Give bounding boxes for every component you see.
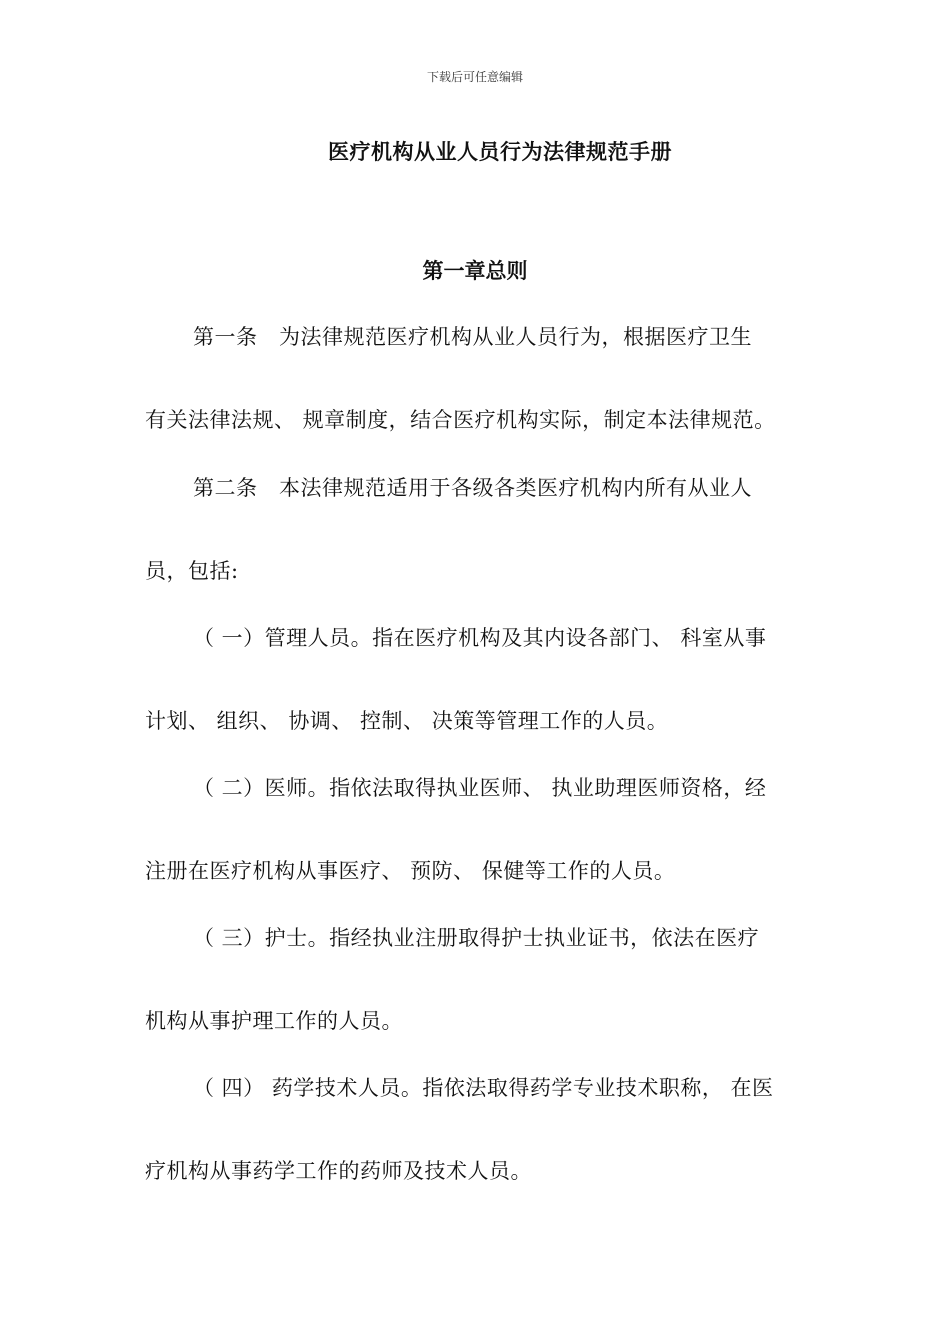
header-note: 下载后可任意编辑 [426,70,523,84]
paragraph-line: 第二条 本法律规范适用于各级各类医疗机构内所有从业人 [193,476,752,500]
paragraph-line: 计划、 组织、 协调、 控制、 决策等管理工作的人员。 [145,709,669,733]
paragraph-line: 员，包括: [145,559,239,583]
paragraph-line: （ 三）护士。指经执业注册取得护士执业证书，依法在医疗 [193,926,760,950]
document-title: 医疗机构从业人员行为法律规范手册 [328,139,672,164]
paragraph-line: 有关法律法规、 规章制度，结合医疗机构实际，制定本法律规范。 [145,408,776,432]
paragraph-line: 疗机构从事药学工作的药师及技术人员。 [145,1159,532,1183]
chapter-title: 第一章总则 [422,258,528,283]
paragraph-line: 注册在医疗机构从事医疗、 预防、 保健等工作的人员。 [145,859,676,883]
paragraph-line: （ 一）管理人员。指在医疗机构及其内设各部门、 科室从事 [193,626,767,650]
paragraph-line: 机构从事护理工作的人员。 [145,1009,403,1033]
paragraph-line: （ 四） 药学技术人员。指依法取得药学专业技术职称， 在医 [193,1076,774,1100]
paragraph-line: （ 二）医师。指依法取得执业医师、 执业助理医师资格，经 [193,776,767,800]
paragraph-line: 第一条 为法律规范医疗机构从业人员行为，根据医疗卫生 [193,325,752,349]
